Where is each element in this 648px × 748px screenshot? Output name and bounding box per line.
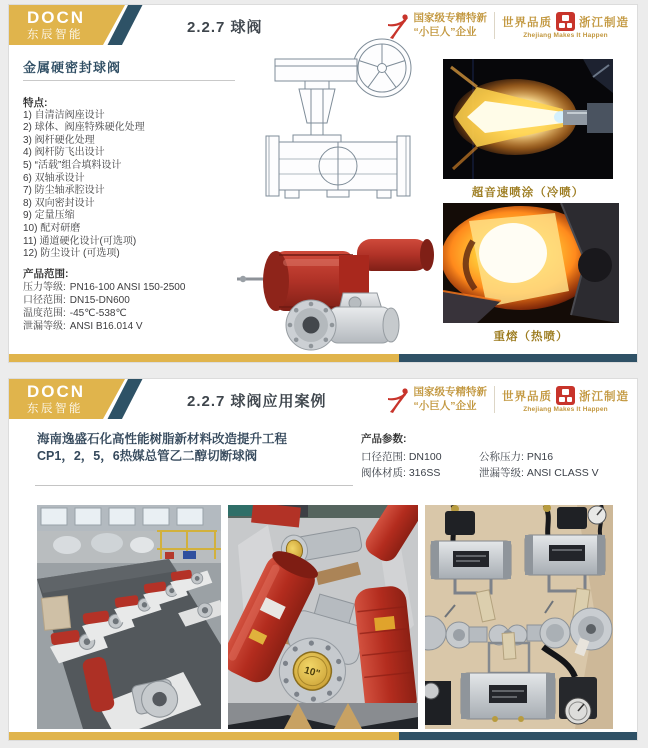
- range-item-label: 泄漏等级:: [23, 321, 66, 332]
- param-label: 阀体材质:: [361, 467, 406, 479]
- section-heading: 金属硬密封球阀: [23, 60, 122, 75]
- badge-line1: 国家级专精特新: [413, 385, 487, 398]
- param-pair: [479, 449, 599, 465]
- feature-item: 3) 阀杆硬化处理: [23, 134, 95, 146]
- param-label: 公称压力:: [479, 451, 524, 463]
- badge-divider: [494, 386, 495, 413]
- national-badge-text: [414, 386, 488, 413]
- slide-ball-valve: [8, 4, 638, 363]
- feature-item: 10) 配对研磨: [23, 222, 81, 234]
- badge-line2: “小巨人”企业: [413, 25, 477, 38]
- range-item-value: PN16-100 ANSI 150-2500: [69, 282, 186, 293]
- slide-ball-valve-cases: [8, 378, 638, 741]
- zhejiang-made-icon: [556, 12, 575, 31]
- badge-divider: [494, 12, 495, 39]
- range-item-label: 压力等级:: [23, 282, 66, 293]
- valve-size-label: 10": [302, 665, 322, 681]
- project-rule: [35, 485, 353, 486]
- brand-name: DOCN: [27, 8, 86, 27]
- quality-right-text: 浙江制造: [579, 16, 629, 29]
- product-range: [23, 268, 263, 333]
- features-list: [23, 97, 255, 261]
- feature-item: 8) 双向密封设计: [23, 197, 95, 209]
- zhejiang-made-badge: [502, 12, 629, 39]
- brand-subtitle: 东辰智能: [27, 28, 83, 41]
- little-giant-figure-icon: [386, 386, 410, 414]
- feature-item: 11) 通道硬化设计(可选项): [23, 235, 137, 247]
- project-line1: 海南逸盛石化高性能树脂新材料改造提升工程: [37, 432, 288, 446]
- product-params: [361, 431, 599, 481]
- quality-sub-text: Zhejiang Makes It Happen: [523, 32, 608, 39]
- brand-subtitle: 东辰智能: [27, 402, 83, 415]
- param-label: 口径范围:: [361, 451, 406, 463]
- feature-item: 2) 球体、阀座特殊硬化处理: [23, 122, 145, 134]
- photo-crated-stainless-valves: [425, 505, 613, 729]
- header-badges: [386, 383, 630, 416]
- badge-line2: “小巨人”企业: [413, 399, 477, 412]
- param-value: DN100: [408, 451, 442, 463]
- caption-remelt: 重熔（热喷）: [493, 331, 569, 343]
- national-badge: [386, 386, 488, 414]
- quality-right-text: 浙江制造: [579, 390, 629, 403]
- range-item-label: 温度范围:: [23, 308, 66, 319]
- range-item-label: 口径范围:: [23, 295, 66, 306]
- photo-remelt: [443, 203, 619, 323]
- badge-line1: 国家级专精特新: [413, 11, 487, 24]
- page-title: 2.2.7 球阀: [187, 19, 263, 36]
- range-item-value: DN15-DN600: [69, 295, 130, 306]
- features-label: 特点:: [23, 97, 48, 109]
- brand-name: DOCN: [27, 382, 86, 401]
- zhejiang-made-icon: [556, 386, 575, 405]
- zhejiang-made-badge: [502, 386, 629, 413]
- feature-item: 9) 定量压缩: [23, 210, 75, 222]
- param-label: 泄漏等级:: [479, 467, 524, 479]
- caption-cold-spray: 超音速喷涂（冷喷）: [471, 187, 585, 199]
- param-value: ANSI CLASS V: [526, 467, 599, 479]
- brand-logo: [27, 9, 85, 41]
- project-line2: CP1，2，5，6热媒总管乙二醇切断球阀: [37, 449, 258, 463]
- footer-bar-gold: [9, 354, 399, 362]
- brand-logo: [27, 383, 85, 415]
- footer-bar-teal: [399, 354, 637, 362]
- quality-left-text: 世界品质: [502, 390, 552, 403]
- section-rule: [23, 80, 235, 81]
- actuated-ball-valve-render: [235, 203, 437, 351]
- project-title: [37, 431, 367, 465]
- param-pair: [479, 465, 599, 481]
- param-value: 316SS: [408, 467, 441, 479]
- slide-header: [9, 379, 637, 419]
- footer-bar-teal: [399, 732, 637, 740]
- feature-item: 12) 防尘设计 (可选项): [23, 248, 120, 260]
- feature-item: 5) “活载”组合填料设计: [23, 159, 122, 171]
- photo-crated-red-valves: [228, 505, 418, 729]
- valve-technical-drawing: [261, 35, 429, 205]
- page-title: 2.2.7 球阀应用案例: [187, 393, 327, 410]
- footer-bar-gold: [9, 732, 399, 740]
- feature-item: 4) 阀杆防飞出设计: [23, 147, 105, 159]
- feature-item: 7) 防尘轴承腔设计: [23, 185, 105, 197]
- range-item-value: ANSI B16.014 V: [69, 321, 143, 332]
- feature-item: 1) 自清洁阀座设计: [23, 109, 105, 121]
- params-label: 产品参数:: [361, 433, 407, 445]
- range-item-value: -45℃-538℃: [69, 308, 127, 319]
- quality-sub-text: Zhejiang Makes It Happen: [523, 406, 608, 413]
- photo-factory-floor: [37, 505, 221, 729]
- param-value: PN16: [526, 451, 554, 463]
- quality-left-text: 世界品质: [502, 16, 552, 29]
- photo-cold-spray: [443, 59, 613, 179]
- feature-item: 6) 双轴承设计: [23, 172, 85, 184]
- range-label: 产品范围:: [23, 268, 69, 280]
- param-pair: [361, 465, 479, 481]
- param-pair: [361, 449, 479, 465]
